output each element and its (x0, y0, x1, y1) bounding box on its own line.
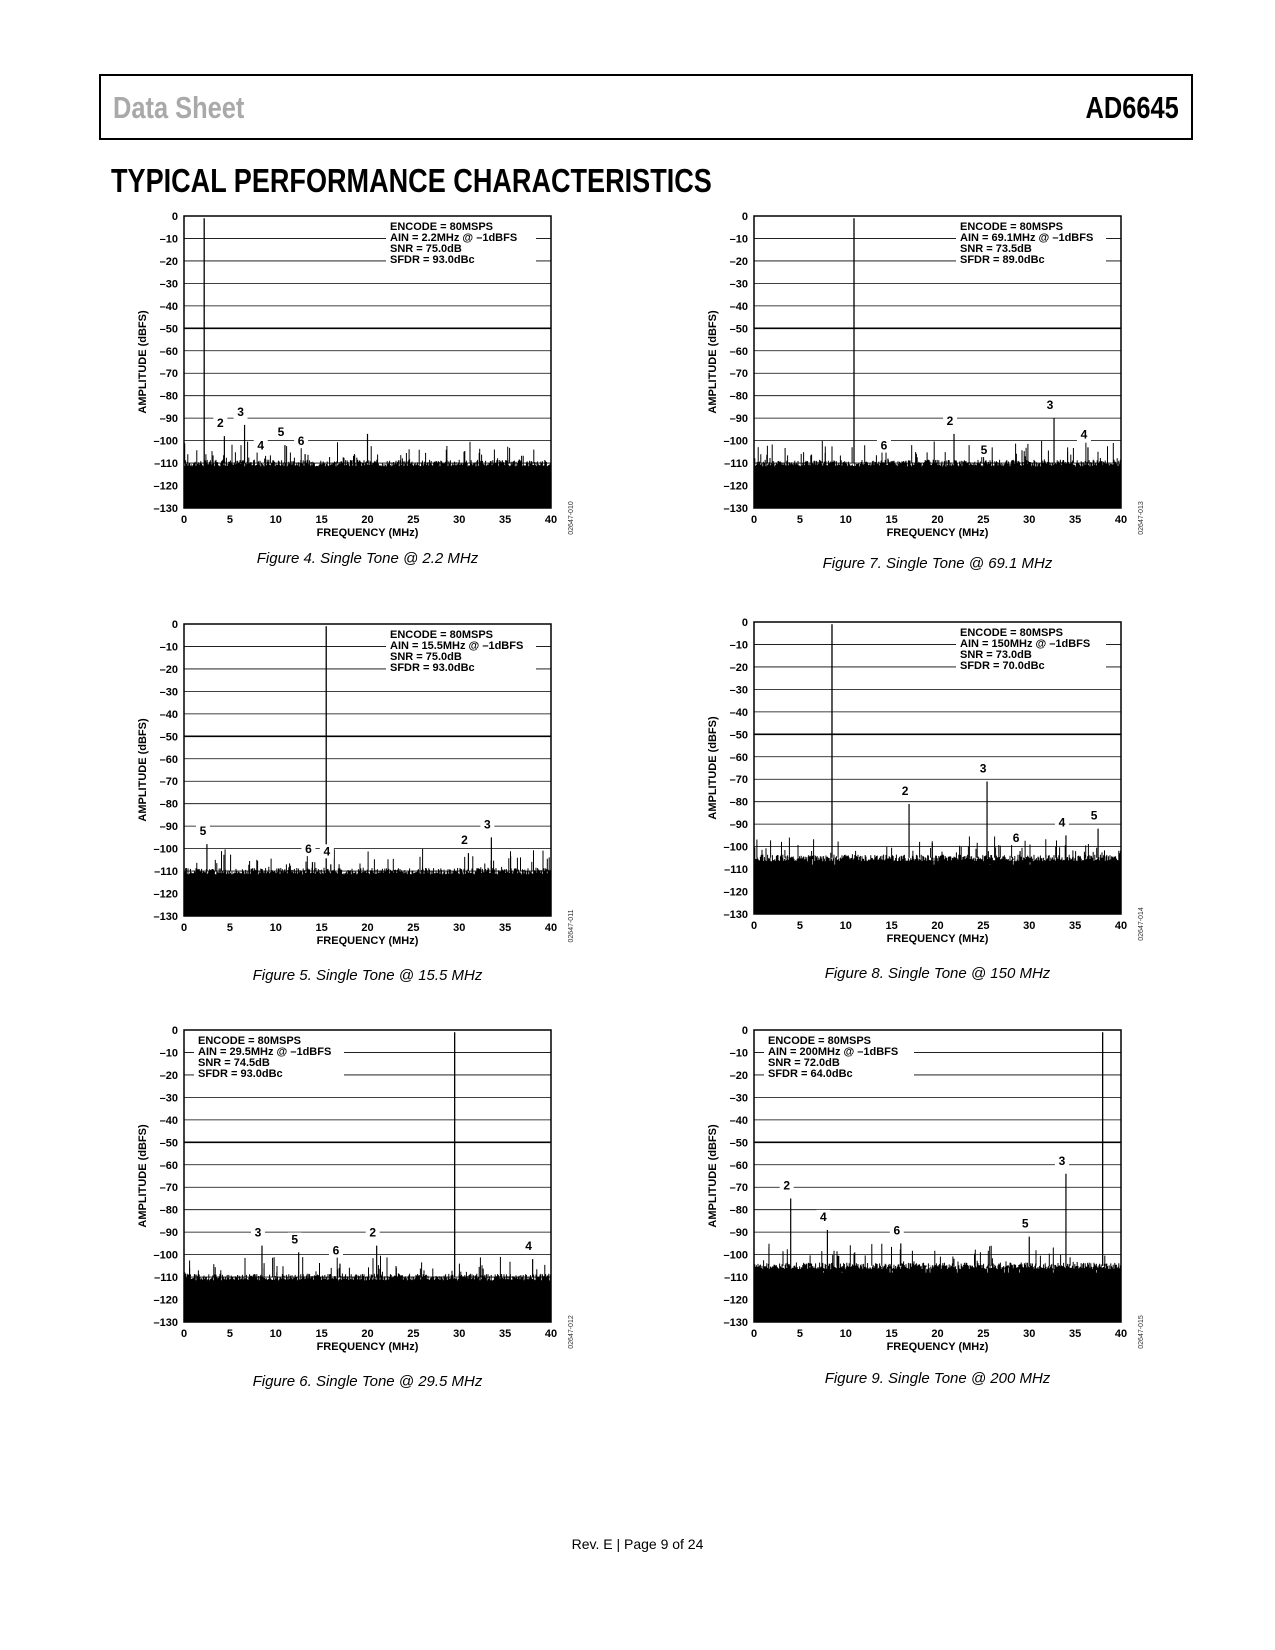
x-tick-label: 15 (885, 1328, 898, 1340)
y-axis-label: AMPLITUDE (dBFS) (707, 716, 719, 820)
y-axis-label: AMPLITUDE (dBFS) (137, 718, 149, 822)
y-tick-label: 0 (741, 1025, 748, 1037)
y-tick-label: –40 (159, 708, 178, 721)
x-tick-label: 25 (407, 922, 420, 934)
harmonic-label: 5 (291, 1232, 299, 1247)
y-tick-label: –120 (723, 1294, 748, 1307)
x-tick-label: 25 (977, 1328, 990, 1340)
y-tick-label: –60 (729, 751, 748, 764)
legend-line: ENCODE = 80MSPS (768, 1035, 872, 1047)
harmonic-label: 6 (305, 842, 312, 857)
x-tick-label: 20 (361, 1328, 374, 1340)
legend-line: ENCODE = 80MSPS (960, 221, 1064, 233)
x-tick-label: 30 (453, 1328, 466, 1340)
x-tick-label: 35 (499, 514, 512, 526)
noise-floor (184, 856, 551, 916)
section-title: TYPICAL PERFORMANCE CHARACTERISTICS (111, 162, 712, 199)
x-tick-label: 35 (499, 922, 512, 934)
legend-line: SFDR = 89.0dBc (960, 254, 1045, 266)
chart-legend (386, 626, 536, 676)
y-tick-label: 0 (171, 211, 178, 223)
page-footer: Rev. E | Page 9 of 24 (571, 1536, 704, 1552)
noise-floor-fill (754, 1273, 1121, 1322)
x-tick-label: 25 (977, 920, 990, 932)
harmonic-label: 5 (980, 443, 988, 458)
harmonic-label: 5 (1090, 808, 1098, 823)
x-tick-label: 30 (1023, 920, 1036, 932)
figure-code: 02647-010 (568, 501, 575, 535)
y-tick-label: –30 (159, 278, 178, 291)
legend-line: SNR = 72.0dB (768, 1057, 840, 1069)
y-tick-label: –70 (729, 368, 748, 381)
noise-floor-fill (184, 470, 551, 508)
y-tick-label: –20 (729, 661, 748, 674)
x-tick-label: 25 (407, 1328, 420, 1340)
y-tick-label: –20 (159, 255, 178, 268)
noise-floor-fill (184, 1284, 551, 1322)
y-tick-label: –60 (729, 345, 748, 358)
x-tick-label: 15 (315, 514, 328, 526)
y-tick-label: –20 (159, 1069, 178, 1082)
y-tick-label: –90 (729, 819, 748, 832)
x-tick-label: 15 (315, 1328, 328, 1340)
legend-line: AIN = 69.1MHz @ –1dBFS (960, 232, 1094, 244)
y-tick-label: –50 (159, 731, 178, 744)
y-tick-label: –30 (729, 1092, 748, 1105)
x-tick-label: 40 (1114, 514, 1128, 526)
x-tick-label: 40 (544, 922, 558, 934)
x-tick-label: 10 (269, 1328, 282, 1340)
x-tick-label: 5 (226, 514, 233, 526)
noise-spikes (215, 849, 549, 871)
spectrum-chart-3 (130, 608, 580, 948)
y-tick-label: –90 (159, 821, 178, 834)
y-tick-label: –90 (159, 1227, 178, 1240)
x-tick-label: 35 (499, 1328, 512, 1340)
noise-floor (184, 1262, 551, 1322)
harmonic-label: 2 (217, 416, 224, 431)
y-tick-label: –70 (159, 368, 178, 381)
x-tick-label: 0 (180, 514, 188, 526)
legend-line: ENCODE = 80MSPS (960, 627, 1064, 639)
legend-line: SFDR = 93.0dBc (198, 1068, 283, 1080)
legend-line: SNR = 73.5dB (960, 243, 1032, 255)
legend-line: AIN = 29.5MHz @ –1dBFS (198, 1046, 332, 1058)
y-tick-label: –100 (153, 843, 178, 856)
x-tick-label: 40 (1114, 1328, 1128, 1340)
y-tick-label: –30 (159, 1092, 178, 1105)
harmonic-label: 3 (237, 404, 244, 419)
harmonic-label: 3 (254, 1225, 262, 1240)
x-tick-label: 20 (931, 1328, 944, 1340)
x-tick-label: 10 (839, 1328, 852, 1340)
spectrum-chart-2 (700, 200, 1150, 540)
chart-legend (194, 1032, 344, 1082)
y-tick-label: –130 (153, 911, 178, 923)
legend-line: ENCODE = 80MSPS (198, 1035, 302, 1047)
y-tick-label: –100 (153, 435, 178, 448)
x-tick-label: 10 (269, 922, 282, 934)
y-tick-label: –120 (723, 480, 748, 493)
spectrum-chart-5 (130, 1014, 580, 1354)
y-tick-label: –80 (729, 796, 748, 809)
chart-legend (764, 1032, 914, 1082)
y-tick-label: –130 (723, 909, 748, 921)
x-tick-label: 20 (931, 920, 944, 932)
legend-line: SFDR = 93.0dBc (390, 254, 475, 266)
harmonic-label: 5 (1021, 1216, 1029, 1231)
y-tick-label: –10 (729, 233, 748, 246)
x-tick-label: 30 (453, 514, 466, 526)
x-tick-label: 35 (1069, 1328, 1082, 1340)
figure-code: 02647-013 (1138, 501, 1145, 535)
y-tick-label: –10 (159, 233, 178, 246)
y-tick-label: –40 (729, 1114, 748, 1127)
chart-legend (956, 218, 1106, 268)
y-tick-label: –130 (723, 503, 748, 515)
y-tick-label: 0 (741, 211, 748, 223)
harmonic-label: 4 (257, 438, 265, 453)
x-axis-label: FREQUENCY (MHz) (316, 935, 419, 947)
figure-caption: Figure 4. Single Tone @ 2.2 MHz (256, 550, 479, 567)
harmonic-label: 6 (880, 438, 888, 453)
legend-line: AIN = 200MHz @ –1dBFS (768, 1046, 899, 1058)
figure-code: 02647-011 (568, 909, 575, 943)
y-tick-label: 0 (171, 619, 178, 631)
y-tick-label: 0 (741, 617, 748, 629)
legend-line: SNR = 73.0dB (960, 649, 1032, 661)
y-tick-label: –120 (153, 480, 178, 493)
y-tick-label: –110 (724, 864, 748, 877)
y-tick-label: –60 (729, 1159, 748, 1172)
x-tick-label: 20 (361, 922, 374, 934)
y-tick-label: –100 (723, 435, 748, 448)
x-tick-label: 5 (796, 1328, 803, 1340)
y-tick-label: –110 (154, 458, 178, 471)
harmonic-label: 2 (783, 1178, 791, 1193)
y-tick-label: –130 (723, 1317, 748, 1329)
x-axis-label: FREQUENCY (MHz) (886, 933, 989, 945)
y-tick-label: –100 (723, 1249, 748, 1262)
y-tick-label: –90 (729, 413, 748, 426)
x-tick-label: 35 (1069, 514, 1082, 526)
x-tick-label: 10 (839, 514, 852, 526)
y-tick-label: –100 (723, 841, 748, 854)
x-tick-label: 10 (269, 514, 282, 526)
figure-caption: Figure 8. Single Tone @ 150 MHz (824, 965, 1051, 982)
harmonic-label: 2 (946, 413, 954, 428)
harmonic-label: 3 (1058, 1153, 1066, 1168)
y-tick-label: –10 (729, 1047, 748, 1060)
chart-legend (386, 218, 536, 268)
legend-line: AIN = 2.2MHz @ –1dBFS (390, 232, 518, 244)
x-axis-label: FREQUENCY (MHz) (886, 1341, 989, 1353)
harmonic-label: 3 (979, 761, 987, 776)
y-tick-label: –50 (159, 1137, 178, 1150)
x-tick-label: 40 (544, 514, 558, 526)
x-tick-label: 20 (361, 514, 374, 526)
harmonic-label: 3 (484, 817, 491, 832)
y-axis-label: AMPLITUDE (dBFS) (137, 1124, 149, 1228)
x-tick-label: 30 (1023, 514, 1036, 526)
legend-line: ENCODE = 80MSPS (390, 221, 494, 233)
harmonic-label: 6 (332, 1243, 340, 1258)
x-tick-label: 40 (1114, 920, 1128, 932)
y-tick-label: –70 (729, 774, 748, 787)
x-axis-label: FREQUENCY (MHz) (886, 527, 989, 539)
legend-line: SFDR = 70.0dBc (960, 660, 1045, 672)
y-tick-label: –90 (729, 1227, 748, 1240)
page-header (99, 74, 1193, 140)
harmonic-label: 2 (461, 833, 468, 848)
x-axis-label: FREQUENCY (MHz) (316, 527, 419, 539)
figure-code: 02647-014 (1138, 907, 1145, 941)
legend-line: ENCODE = 80MSPS (390, 629, 494, 641)
y-tick-label: –110 (154, 1272, 178, 1285)
spectrum-chart-1 (130, 200, 580, 540)
legend-line: SNR = 75.0dB (390, 651, 462, 663)
y-tick-label: –70 (729, 1182, 748, 1195)
y-tick-label: –60 (159, 753, 178, 766)
y-tick-label: –50 (729, 729, 748, 742)
harmonic-label: 3 (1046, 398, 1054, 413)
figure-code: 02647-015 (1138, 1315, 1145, 1349)
y-tick-label: –40 (159, 1114, 178, 1127)
y-tick-label: –130 (153, 1317, 178, 1329)
harmonic-label: 4 (1058, 815, 1066, 830)
y-tick-label: –90 (159, 413, 178, 426)
harmonic-label: 6 (893, 1223, 901, 1238)
x-tick-label: 30 (453, 922, 466, 934)
chart-legend (956, 624, 1106, 674)
x-tick-label: 5 (226, 1328, 233, 1340)
legend-line: SNR = 74.5dB (198, 1057, 270, 1069)
harmonic-label: 2 (901, 783, 909, 798)
harmonic-label: 5 (277, 425, 285, 440)
harmonic-label: 6 (1012, 831, 1020, 846)
noise-floor-fill (754, 470, 1121, 508)
y-tick-label: –70 (159, 776, 178, 789)
y-tick-label: –60 (159, 1159, 178, 1172)
y-tick-label: –20 (729, 255, 748, 268)
x-tick-label: 25 (977, 514, 990, 526)
y-tick-label: –10 (729, 639, 748, 652)
x-tick-label: 5 (226, 922, 233, 934)
y-axis-label: AMPLITUDE (dBFS) (707, 1124, 719, 1228)
y-tick-label: –100 (153, 1249, 178, 1262)
x-tick-label: 25 (407, 514, 420, 526)
y-tick-label: –80 (729, 390, 748, 403)
y-tick-label: –120 (153, 888, 178, 901)
figure-caption: Figure 7. Single Tone @ 69.1 MHz (822, 555, 1053, 572)
noise-spikes (757, 837, 1105, 858)
y-tick-label: –10 (159, 1047, 178, 1060)
noise-floor-fill (184, 878, 551, 916)
y-tick-label: –40 (729, 706, 748, 719)
y-tick-label: –110 (724, 1272, 748, 1285)
y-tick-label: –50 (729, 1137, 748, 1150)
spectrum-chart-6 (700, 1014, 1150, 1354)
y-tick-label: –110 (154, 866, 178, 879)
figure-caption: Figure 9. Single Tone @ 200 MHz (824, 1370, 1051, 1387)
x-axis-label: FREQUENCY (MHz) (316, 1341, 419, 1353)
y-tick-label: –20 (159, 663, 178, 676)
x-tick-label: 15 (315, 922, 328, 934)
legend-line: AIN = 150MHz @ –1dBFS (960, 638, 1091, 650)
figure-code: 02647-012 (568, 1315, 575, 1349)
noise-floor (754, 449, 1121, 508)
y-tick-label: –10 (159, 641, 178, 654)
noise-floor-fill (754, 865, 1121, 914)
spectrum-chart-4 (700, 606, 1150, 946)
noise-spikes (190, 1256, 510, 1277)
x-tick-label: 0 (750, 514, 758, 526)
header-doc-type: Data Sheet (113, 90, 245, 125)
x-tick-label: 10 (839, 920, 852, 932)
y-tick-label: –120 (153, 1294, 178, 1307)
y-tick-label: –30 (159, 686, 178, 699)
harmonic-label: 4 (1080, 427, 1088, 442)
y-axis-label: AMPLITUDE (dBFS) (707, 310, 719, 414)
y-tick-label: –80 (729, 1204, 748, 1217)
y-tick-label: –40 (729, 300, 748, 313)
y-tick-label: –60 (159, 345, 178, 358)
harmonic-label: 5 (199, 824, 207, 839)
header-part-number: AD6645 (1085, 90, 1179, 125)
legend-line: SFDR = 93.0dBc (390, 662, 475, 674)
x-tick-label: 15 (885, 920, 898, 932)
x-tick-label: 0 (180, 1328, 188, 1340)
harmonic-label: 4 (525, 1239, 532, 1254)
harmonic-label: 6 (297, 434, 305, 449)
y-tick-label: –50 (159, 323, 178, 336)
figure-caption: Figure 6. Single Tone @ 29.5 MHz (252, 1373, 483, 1390)
harmonic-label: 4 (323, 844, 331, 859)
legend-line: AIN = 15.5MHz @ –1dBFS (390, 640, 524, 652)
y-tick-label: –70 (159, 1182, 178, 1195)
y-tick-label: –120 (723, 886, 748, 899)
x-tick-label: 15 (885, 514, 898, 526)
y-tick-label: –40 (159, 300, 178, 313)
harmonic-label: 2 (369, 1225, 377, 1240)
x-tick-label: 5 (796, 514, 803, 526)
y-tick-label: –30 (729, 278, 748, 291)
x-tick-label: 0 (750, 1328, 758, 1340)
y-tick-label: –80 (159, 390, 178, 403)
y-tick-label: –80 (159, 798, 178, 811)
x-tick-label: 0 (180, 922, 188, 934)
y-tick-label: –110 (724, 458, 748, 471)
y-tick-label: –30 (729, 684, 748, 697)
x-tick-label: 20 (931, 514, 944, 526)
x-tick-label: 35 (1069, 920, 1082, 932)
y-tick-label: –20 (729, 1069, 748, 1082)
legend-line: SNR = 75.0dB (390, 243, 462, 255)
y-tick-label: –50 (729, 323, 748, 336)
legend-line: SFDR = 64.0dBc (768, 1068, 853, 1080)
y-tick-label: –80 (159, 1204, 178, 1217)
y-tick-label: –130 (153, 503, 178, 515)
figure-caption: Figure 5. Single Tone @ 15.5 MHz (252, 967, 483, 984)
x-tick-label: 30 (1023, 1328, 1036, 1340)
x-tick-label: 40 (544, 1328, 558, 1340)
harmonic-label: 4 (820, 1209, 827, 1224)
y-axis-label: AMPLITUDE (dBFS) (137, 310, 149, 414)
x-tick-label: 5 (796, 920, 803, 932)
x-tick-label: 0 (750, 920, 758, 932)
y-tick-label: 0 (171, 1025, 178, 1037)
